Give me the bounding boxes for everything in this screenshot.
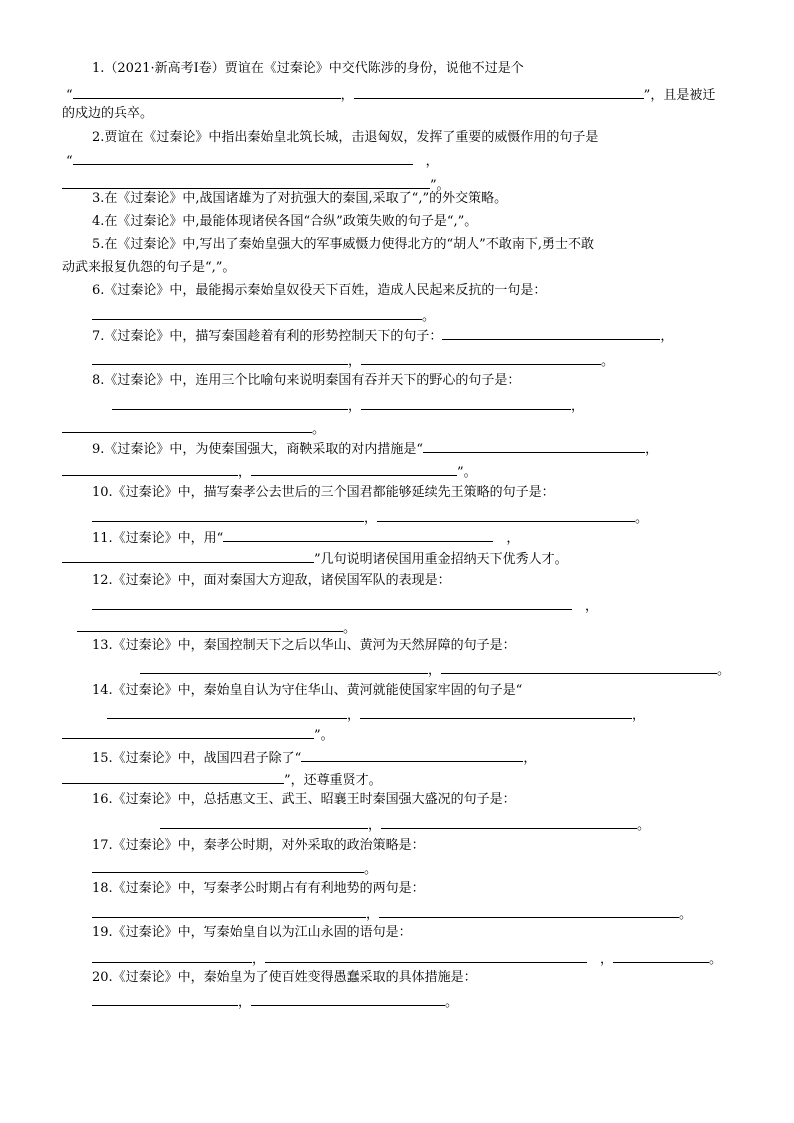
- line-text: “: [66, 154, 73, 169]
- text-line: [112, 397, 584, 415]
- answer-blank[interactable]: [379, 905, 679, 918]
- text-line: [66, 86, 715, 104]
- text-line: [92, 307, 435, 325]
- answer-blank[interactable]: [354, 86, 644, 99]
- answer-blank[interactable]: [107, 706, 347, 719]
- line-text: ，: [493, 531, 520, 546]
- answer-blank[interactable]: [251, 993, 445, 1006]
- text-line: [107, 706, 645, 724]
- line-text: ”几句说明诸侯国用重金招纳天下优秀人才。: [314, 552, 568, 567]
- text-line: [62, 260, 235, 276]
- line-text: ”，还尊重贤才。: [284, 773, 382, 788]
- answer-blank[interactable]: [112, 397, 348, 410]
- line-text: 。: [635, 511, 649, 526]
- answer-blank[interactable]: [92, 352, 348, 365]
- text-line: [92, 191, 507, 207]
- line-text: ，: [587, 952, 614, 967]
- line-text: 19.《过秦论》中，写秦始皇自以为江山永固的语句是：: [92, 925, 412, 940]
- answer-blank[interactable]: [62, 771, 284, 784]
- text-line: [62, 771, 382, 789]
- line-text: 7.《过秦论》中，描写秦国趁着有利的形势控制天下的句子：: [92, 329, 443, 344]
- text-line: [92, 838, 425, 854]
- line-text: ，: [428, 663, 442, 678]
- line-text: 2.贾谊在《过秦论》中指出秦始皇北筑长城，击退匈奴，发挥了重要的威慑作用的句子是: [92, 130, 599, 145]
- answer-blank[interactable]: [361, 352, 601, 365]
- text-line: [92, 749, 536, 767]
- line-text: ，: [348, 354, 362, 369]
- text-line: [62, 726, 334, 744]
- line-text: 3.在《过秦论》中,战国诸雄为了对抗强大的秦国,采取了“,”的外交策略。: [92, 191, 508, 206]
- line-text: ，: [368, 818, 382, 833]
- answer-blank[interactable]: [442, 327, 660, 340]
- line-text: ，: [238, 995, 252, 1010]
- line-text: ”。: [430, 178, 450, 193]
- answer-blank[interactable]: [92, 509, 364, 522]
- answer-blank[interactable]: [62, 550, 314, 563]
- text-line: [62, 463, 477, 481]
- answer-blank[interactable]: [62, 726, 314, 739]
- line-text: ”。: [457, 465, 477, 480]
- text-line: [92, 61, 524, 77]
- answer-blank[interactable]: [251, 463, 457, 476]
- line-text: 。: [343, 621, 357, 636]
- line-text: ”，且是被迁: [643, 88, 716, 103]
- answer-blank[interactable]: [62, 176, 430, 189]
- line-text: 。: [679, 907, 693, 922]
- text-line: [92, 993, 458, 1011]
- answer-blank[interactable]: [377, 509, 635, 522]
- line-text: ，: [572, 599, 599, 614]
- line-text: 14.《过秦论》中，秦始皇自认为守住华山、黄河就能使国家牢固的句子是“: [92, 683, 523, 698]
- answer-blank[interactable]: [361, 397, 571, 410]
- line-text: 。: [445, 995, 459, 1010]
- text-line: [92, 485, 555, 501]
- line-text: 9.《过秦论》中，为使秦国强大，商鞅采取的对内措施是“: [92, 442, 424, 457]
- line-text: 16.《过秦论》中，总括惠文王、武王、昭襄王时秦国强大盛况的句子是：: [92, 792, 516, 807]
- line-text: 8.《过秦论》中，连用三个比喻句来说明秦国有吞并天下的野心的句子是：: [92, 373, 521, 388]
- text-line: [66, 152, 439, 170]
- line-text: 。: [637, 818, 651, 833]
- answer-blank[interactable]: [441, 661, 717, 674]
- answer-blank[interactable]: [73, 86, 341, 99]
- answer-blank[interactable]: [77, 619, 343, 632]
- text-line: [62, 420, 325, 438]
- text-line: [62, 106, 153, 122]
- text-line: [92, 327, 673, 345]
- line-text: 6.《过秦论》中，最能揭示秦始皇奴役天下百姓，造成人民起来反抗的一句是：: [92, 283, 547, 298]
- line-text: 。: [364, 862, 378, 877]
- line-text: ，: [645, 442, 659, 457]
- answer-blank[interactable]: [613, 950, 709, 963]
- line-text: 。: [422, 309, 436, 324]
- line-text: ，: [238, 465, 252, 480]
- text-line: [92, 373, 520, 389]
- line-text: 18.《过秦论》中，写秦孝公时期占有有利地势的两句是：: [92, 881, 425, 896]
- answer-blank[interactable]: [92, 993, 238, 1006]
- text-line: [92, 352, 614, 370]
- text-line: [92, 950, 722, 968]
- line-text: ，: [340, 88, 354, 103]
- text-line: [92, 925, 412, 941]
- line-text: ”。: [314, 728, 334, 743]
- line-text: ，: [364, 511, 378, 526]
- line-text: ，: [348, 399, 362, 414]
- answer-blank[interactable]: [223, 529, 493, 542]
- line-text: 。: [601, 354, 615, 369]
- line-text: 。: [312, 422, 326, 437]
- text-line: [140, 661, 730, 679]
- line-text: 12.《过秦论》中，面对秦国大方迎敌，诸侯国军队的表现是：: [92, 573, 451, 588]
- line-text: ，: [412, 154, 439, 169]
- text-line: [92, 237, 594, 253]
- line-text: ，: [632, 708, 646, 723]
- answer-blank[interactable]: [423, 440, 645, 453]
- answer-blank[interactable]: [62, 463, 238, 476]
- line-text: ，: [366, 907, 380, 922]
- line-text: “: [66, 88, 73, 103]
- answer-blank[interactable]: [160, 816, 368, 829]
- answer-blank[interactable]: [92, 950, 252, 963]
- line-text: 20.《过秦论》中，秦始皇为了使百姓变得愚蠢采取的具体措施是：: [92, 970, 477, 985]
- answer-blank[interactable]: [265, 950, 587, 963]
- line-text: 的戍边的兵卒。: [62, 106, 154, 121]
- text-line: [160, 816, 650, 834]
- line-text: ，: [571, 399, 585, 414]
- text-line: [92, 283, 546, 299]
- text-line: [92, 214, 477, 230]
- line-text: 动武来报复仇怨的句子是“,”。: [62, 260, 236, 275]
- text-line: [92, 529, 519, 547]
- line-text: 。: [709, 952, 723, 967]
- answer-blank[interactable]: [92, 307, 422, 320]
- line-text: 17.《过秦论》中，秦孝公时期，对外采取的政治策略是：: [92, 838, 425, 853]
- answer-blank[interactable]: [360, 706, 632, 719]
- line-text: 。: [717, 663, 731, 678]
- text-line: [92, 905, 692, 923]
- answer-blank[interactable]: [92, 597, 572, 610]
- answer-blank[interactable]: [92, 860, 364, 873]
- line-text: 10.《过秦论》中，描写秦孝公去世后的三个国君都能够延续先王策略的句子是：: [92, 485, 555, 500]
- line-text: 13.《过秦论》中，秦国控制天下之后以华山、黄河为天然屏障的句子是：: [92, 638, 516, 653]
- text-line: [92, 509, 648, 527]
- text-line: [92, 683, 522, 699]
- text-line: [77, 619, 356, 637]
- line-text: ，: [523, 751, 537, 766]
- line-text: ，: [347, 708, 361, 723]
- text-line: [92, 970, 477, 986]
- line-text: 4.在《过秦论》中,最能体现诸侯各国“合纵”政策失败的句子是“,”。: [92, 214, 478, 229]
- text-line: [92, 597, 598, 615]
- text-line: [92, 573, 451, 589]
- text-line: [92, 638, 516, 654]
- text-line: [92, 792, 516, 808]
- line-text: 1.（2021·新高考Ⅰ卷）贾谊在《过秦论》中交代陈涉的身份，说他不过是个: [92, 61, 524, 76]
- text-line: [92, 440, 658, 458]
- line-text: 5.在《过秦论》中,写出了秦始皇强大的军事威慑力使得北方的“胡人”不敢南下,勇士不敢: [92, 237, 594, 252]
- line-text: ，: [660, 329, 674, 344]
- answer-blank[interactable]: [62, 420, 312, 433]
- text-line: [92, 881, 425, 897]
- text-line: [92, 860, 377, 878]
- answer-blank[interactable]: [381, 816, 637, 829]
- text-line: [62, 550, 568, 568]
- line-text: 15.《过秦论》中，战国四君子除了“: [92, 751, 302, 766]
- answer-blank[interactable]: [92, 905, 366, 918]
- answer-blank[interactable]: [301, 749, 523, 762]
- text-line: [92, 130, 598, 146]
- line-text: 11.《过秦论》中，用“: [92, 531, 224, 546]
- answer-blank[interactable]: [73, 152, 413, 165]
- answer-blank[interactable]: [140, 661, 428, 674]
- line-text: ，: [252, 952, 266, 967]
